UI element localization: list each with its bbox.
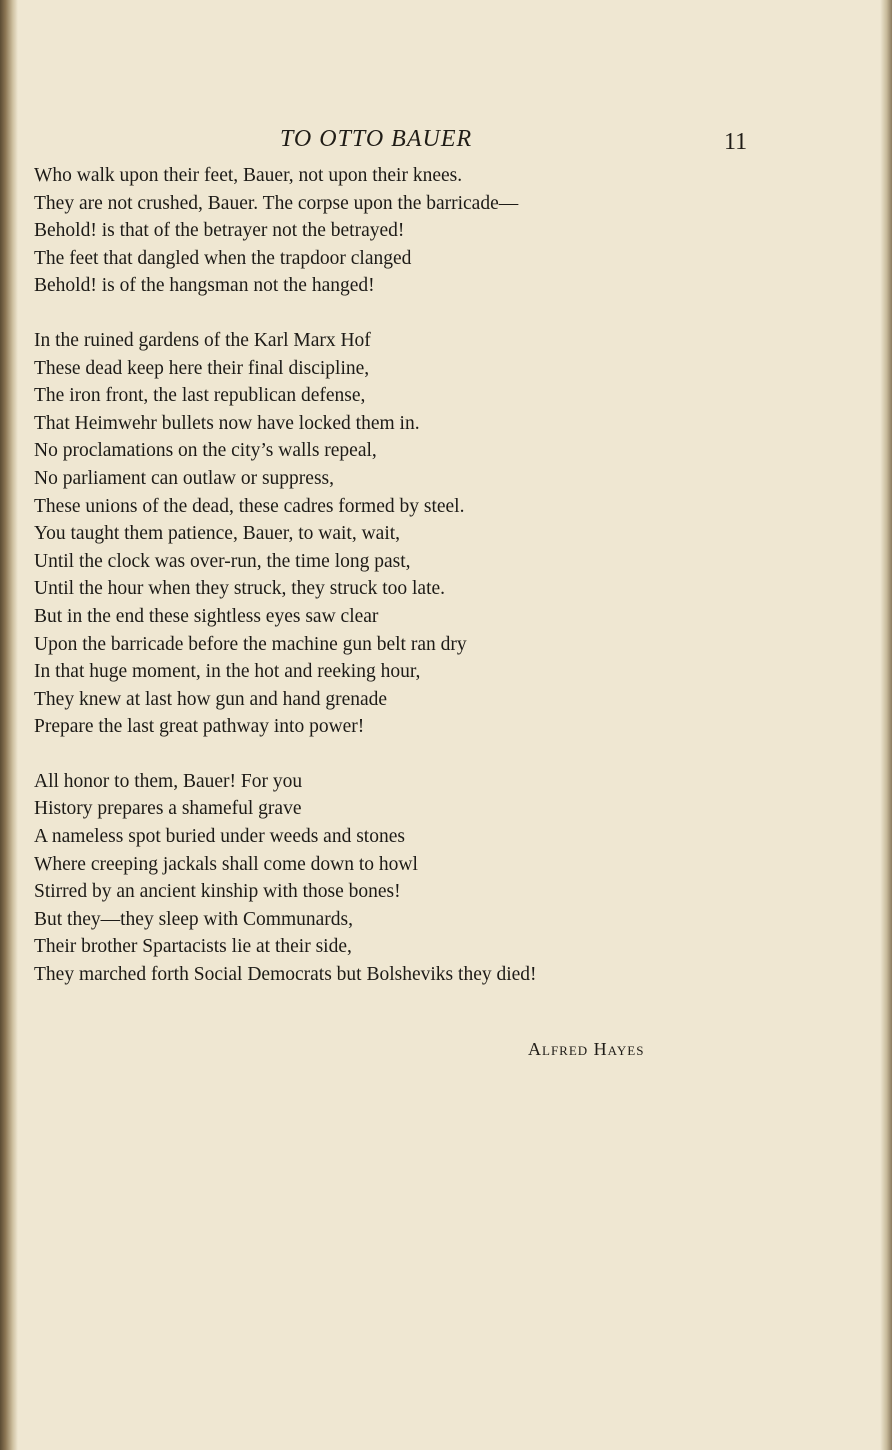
poem-line: They marched forth Social Democrats but Bolsheviks they died!: [34, 964, 537, 986]
poem-line: Until the hour when they struck, they struck too late.: [34, 578, 446, 600]
poem-line: A nameless spot buried under weeds and stones: [34, 826, 405, 848]
stanza-3: [34, 768, 854, 989]
running-head: TO OTTO BAUER: [280, 126, 473, 152]
stanza-2: [34, 327, 854, 741]
poem-line: They knew at last how gun and hand grenade: [34, 688, 388, 710]
stanza-1: [34, 162, 854, 300]
poem-line: Until the clock was over-run, the time long past,: [34, 550, 411, 572]
poem-line: These unions of the dead, these cadres formed by steel.: [34, 495, 465, 517]
poem-line: Their brother Spartacists lie at their side,: [34, 936, 352, 958]
page-binding-shadow: [0, 0, 18, 1450]
page-edge-shadow: [880, 0, 892, 1450]
poem-line: Where creeping jackals shall come down to howl: [34, 853, 418, 875]
poem-line: The iron front, the last republican defense,: [34, 385, 366, 407]
poem-line: That Heimwehr bullets now have locked them in.: [34, 412, 420, 434]
poem-line: Behold! is that of the betrayer not the betrayed!: [34, 220, 405, 242]
poem-line: These dead keep here their final discipline,: [34, 357, 370, 379]
poem-line: All honor to them, Bauer! For you: [34, 770, 303, 792]
poem-line: No proclamations on the city’s walls repeal,: [34, 440, 377, 462]
poem-line: Who walk upon their feet, Bauer, not upon their knees.: [34, 165, 463, 186]
poem-line: But in the end these sightless eyes saw clear: [34, 605, 379, 627]
poem-line: Stirred by an ancient kinship with those bones!: [34, 881, 401, 903]
poem: [34, 162, 854, 1016]
poem-line: In the ruined gardens of the Karl Marx Hof: [34, 329, 371, 351]
poem-line: In that huge moment, in the hot and reeking hour,: [34, 661, 421, 683]
poem-line: No parliament can outlaw or suppress,: [34, 467, 335, 489]
poem-line: History prepares a shameful grave: [34, 798, 302, 820]
poem-line: But they—they sleep with Communards,: [34, 908, 354, 930]
poem-line: Prepare the last great pathway into power!: [34, 716, 365, 738]
poem-line: Upon the barricade before the machine gun belt ran dry: [34, 633, 467, 655]
author-signature: Alfred Hayes: [528, 1039, 645, 1059]
page-header: [0, 122, 892, 162]
poem-line: Behold! is of the hangsman not the hanged!: [34, 275, 375, 297]
poem-line: They are not crushed, Bauer. The corpse upon the barricade—: [34, 192, 519, 214]
poem-line: The feet that dangled when the trapdoor clanged: [34, 247, 412, 269]
poem-line: You taught them patience, Bauer, to wait, wait,: [34, 523, 401, 545]
page-number: 11: [724, 129, 748, 155]
